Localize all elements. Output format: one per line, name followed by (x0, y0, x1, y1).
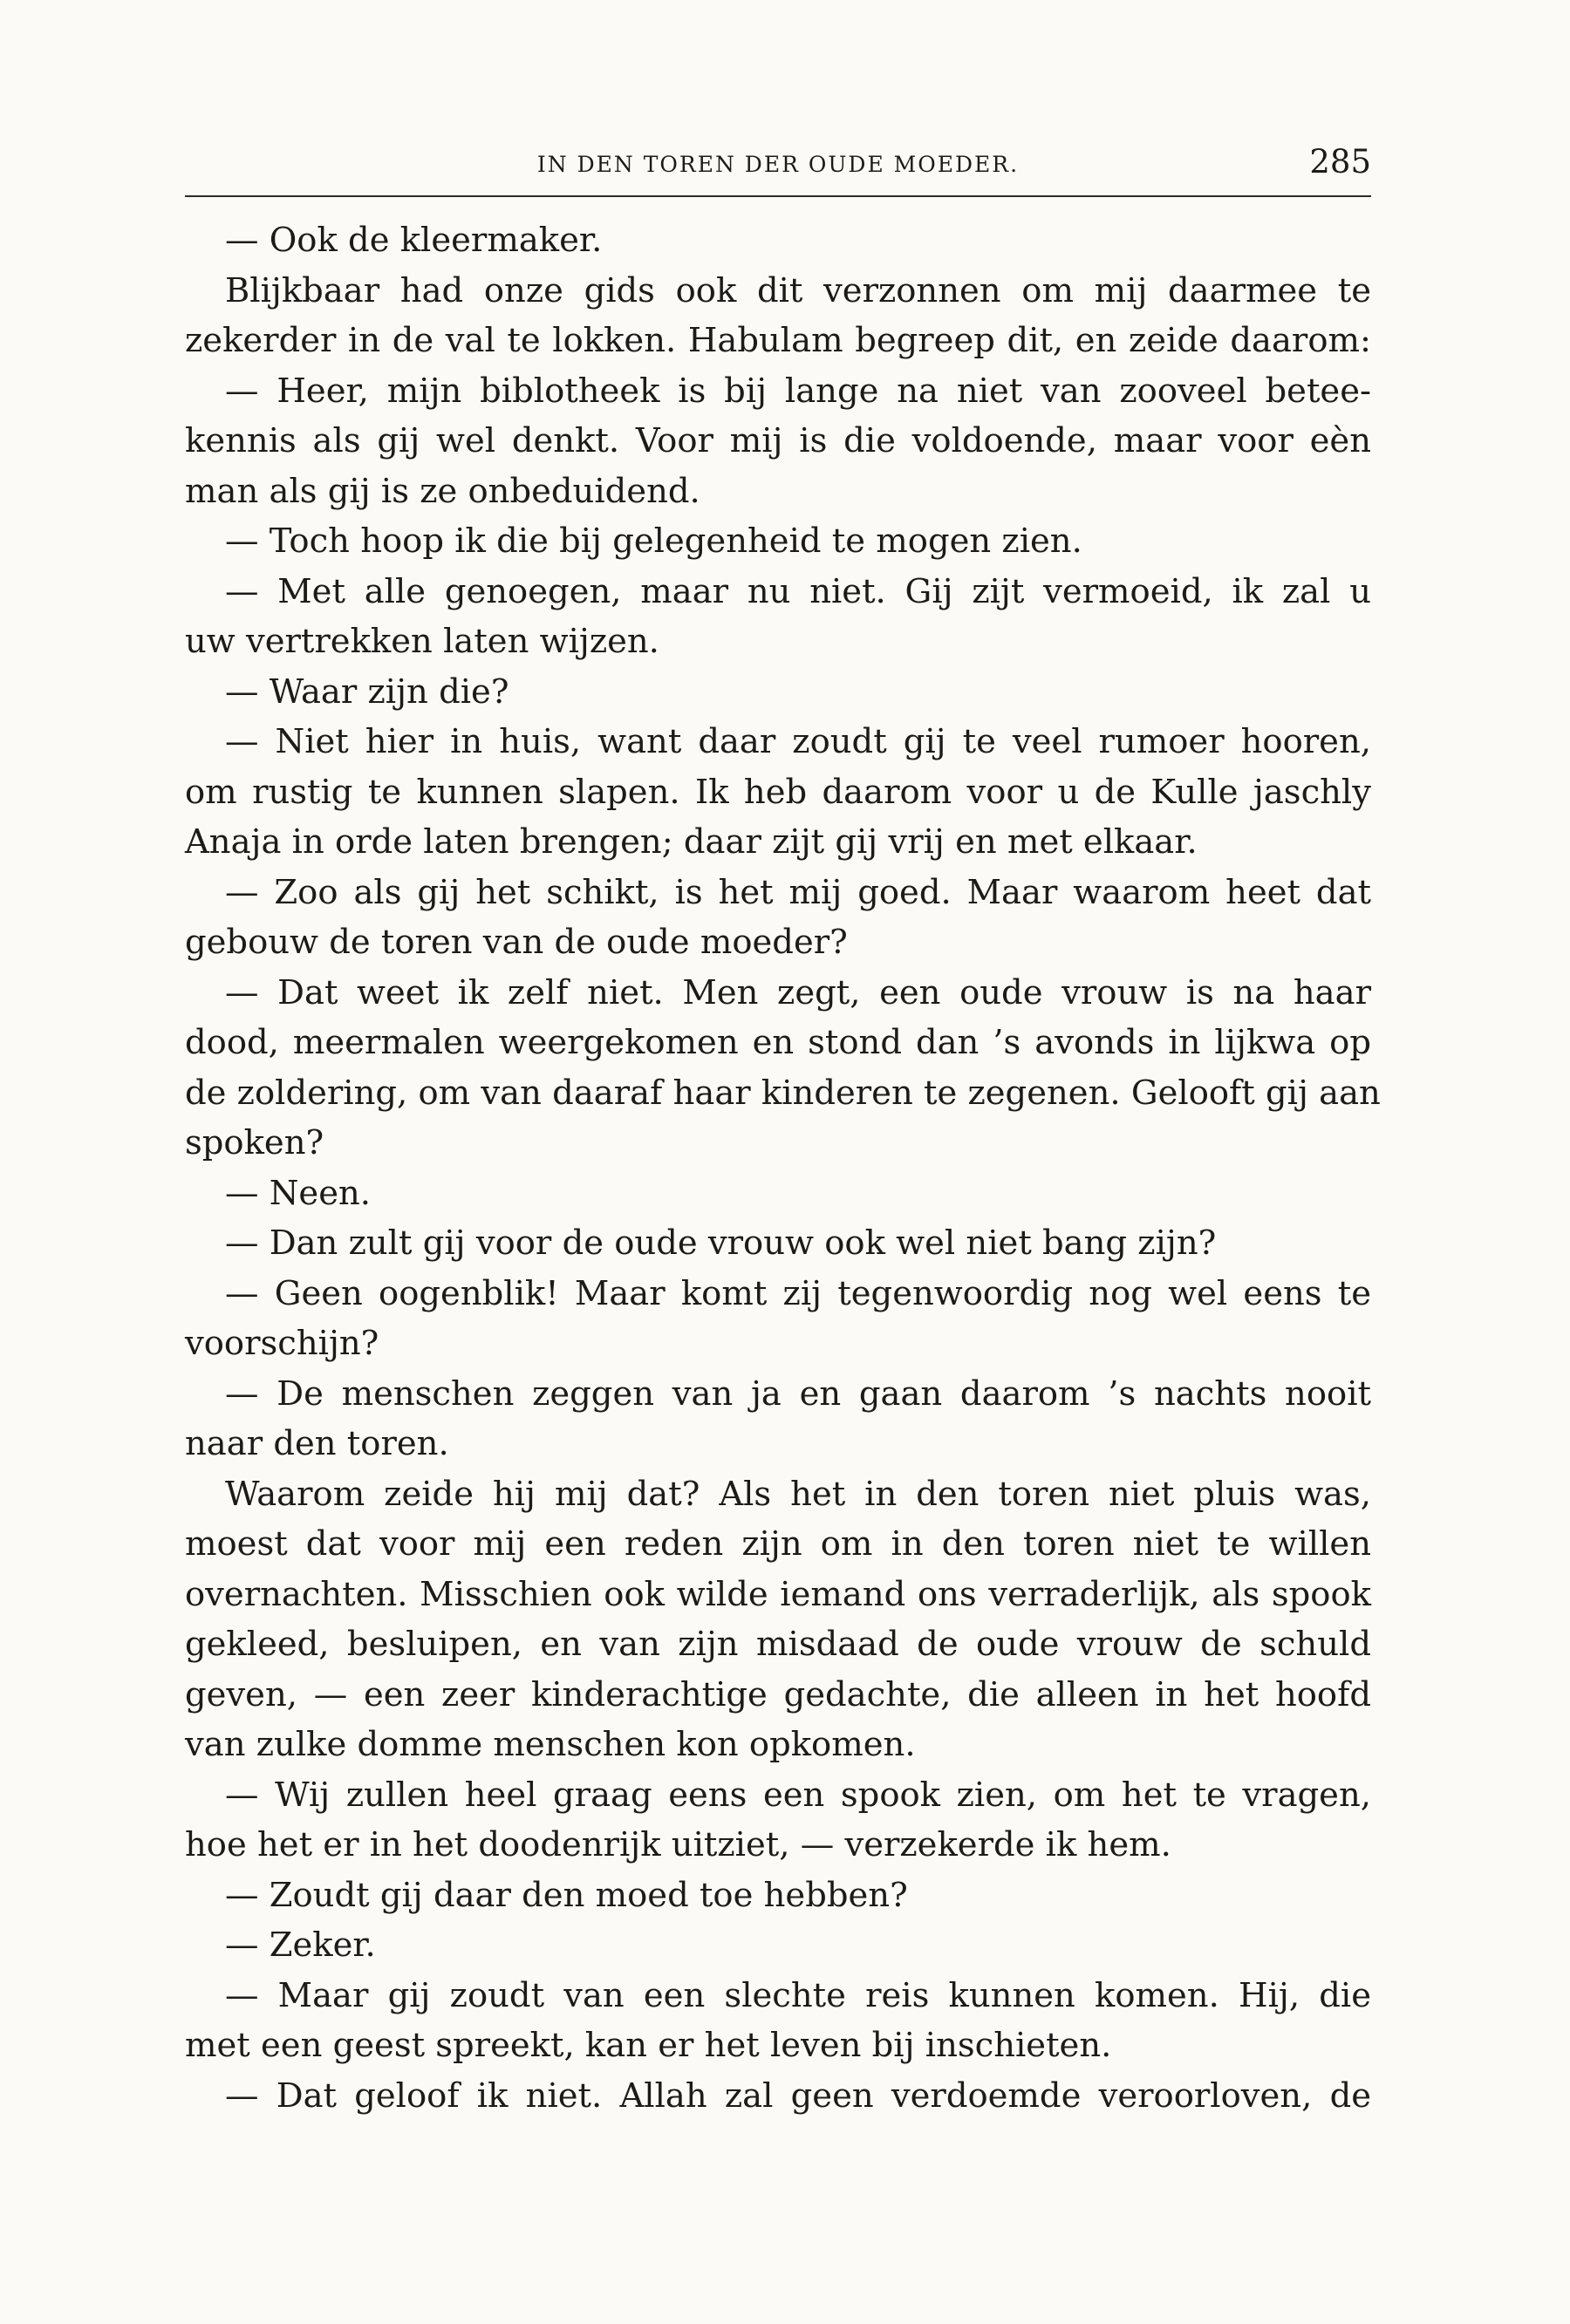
text-line: geven, — een zeer kinderachtige gedachte, die alleen in het hoofd (185, 1674, 1371, 1714)
text-line: zekerder in de val te lokken. Habulam begreep dit, en zeide daarom: (185, 321, 1371, 360)
text-line: — Waar zijn die? (225, 671, 509, 712)
text-line: gekleed, besluipen, en van zijn misdaad de oude vrouw de schuld (185, 1625, 1371, 1664)
text-line: Anaja in orde laten brengen; daar zijt gij vrij en met elkaar. (185, 822, 1198, 862)
text-line: — Zeker. (225, 1925, 376, 1965)
text-line: — Niet hier in huis, want daar zoudt gij te veel rumoer hooren, (225, 722, 1371, 761)
text-line: naar den toren. (185, 1424, 449, 1463)
text-line: dood, meermalen weergekomen en stond dan ’s avonds in lijkwa op (185, 1023, 1371, 1062)
text-line: overnachten. Misschien ook wilde iemand ons verraderlijk, als spook (185, 1574, 1371, 1614)
text-line: gebouw de toren van de oude moeder? (185, 923, 848, 962)
text-line: — De menschen zeggen van ja en gaan daarom ’s nachts nooit (225, 1373, 1371, 1414)
text-line: de zoldering, om van daaraf haar kinderen te zegenen. Gelooft gij aan (185, 1073, 1381, 1113)
text-line: kennis als gij wel denkt. Voor mij is die voldoende, maar voor eèn (185, 421, 1371, 460)
text-line: — Maar gij zoudt van een slechte reis kunnen komen. Hij, die (225, 1975, 1371, 2015)
text-line: — Heer, mijn biblotheek is bij lange na niet van zooveel betee- (225, 371, 1371, 411)
text-line: — Dat weet ik zelf niet. Men zegt, een oude vrouw is na haar (225, 972, 1371, 1012)
text-line: moest dat voor mij een reden zijn om in den toren niet te willen (185, 1524, 1371, 1564)
text-line: — Zoo als gij het schikt, is het mij goed. Maar waarom heet dat (225, 872, 1371, 912)
text-line: — Neen. (225, 1173, 372, 1213)
text-line: om rustig te kunnen slapen. Ik heb daarom voor u de Kulle jaschly (185, 772, 1371, 812)
text-line: voorschijn? (185, 1324, 379, 1363)
body-text (185, 215, 1381, 2121)
text-line: — Ook de kleermaker. (225, 221, 603, 260)
text-line: met een geest spreekt, kan er het leven bij inschieten. (185, 2026, 1112, 2065)
text-line: man als gij is ze onbeduidend. (185, 471, 700, 511)
text-line: — Toch hoop ik die bij gelegenheid te mogen zien. (225, 521, 1082, 561)
text-line: van zulke domme menschen kon opkomen. (185, 1725, 916, 1764)
text-line: — Geen oogenblik! Maar komt zij tegenwoordig nog wel eens te (225, 1273, 1371, 1313)
running-head (185, 140, 1371, 192)
text-line: — Dan zult gij voor de oude vrouw ook wel niet bang zijn? (225, 1223, 1217, 1263)
text-line: — Dat geloof ik niet. Allah zal geen verdoemde veroorloven, de (225, 2075, 1371, 2116)
text-line: uw vertrekken laten wijzen. (185, 622, 659, 661)
text-line: — Zoudt gij daar den moed toe hebben? (225, 1875, 908, 1915)
text-line: — Wij zullen heel graag eens een spook zien, om het te vragen, (225, 1775, 1371, 1815)
page-number: 285 (1309, 143, 1371, 181)
header-rule (185, 195, 1371, 197)
running-title: IN DEN TOREN DER OUDE MOEDER. (536, 152, 1020, 177)
text-line: hoe het er in het doodenrijk uitziet, — verzekerde ik hem. (185, 1825, 1171, 1864)
text-line: Blijkbaar had onze gids ook dit verzonnen om mij daarmee te (225, 270, 1371, 310)
text-line: spoken? (185, 1123, 324, 1162)
text-line: — Met alle genoegen, maar nu niet. Gij zijt vermoeid, ik zal u (225, 571, 1371, 611)
text-line: Waarom zeide hij mij dat? Als het in den toren niet pluis was, (225, 1474, 1371, 1514)
